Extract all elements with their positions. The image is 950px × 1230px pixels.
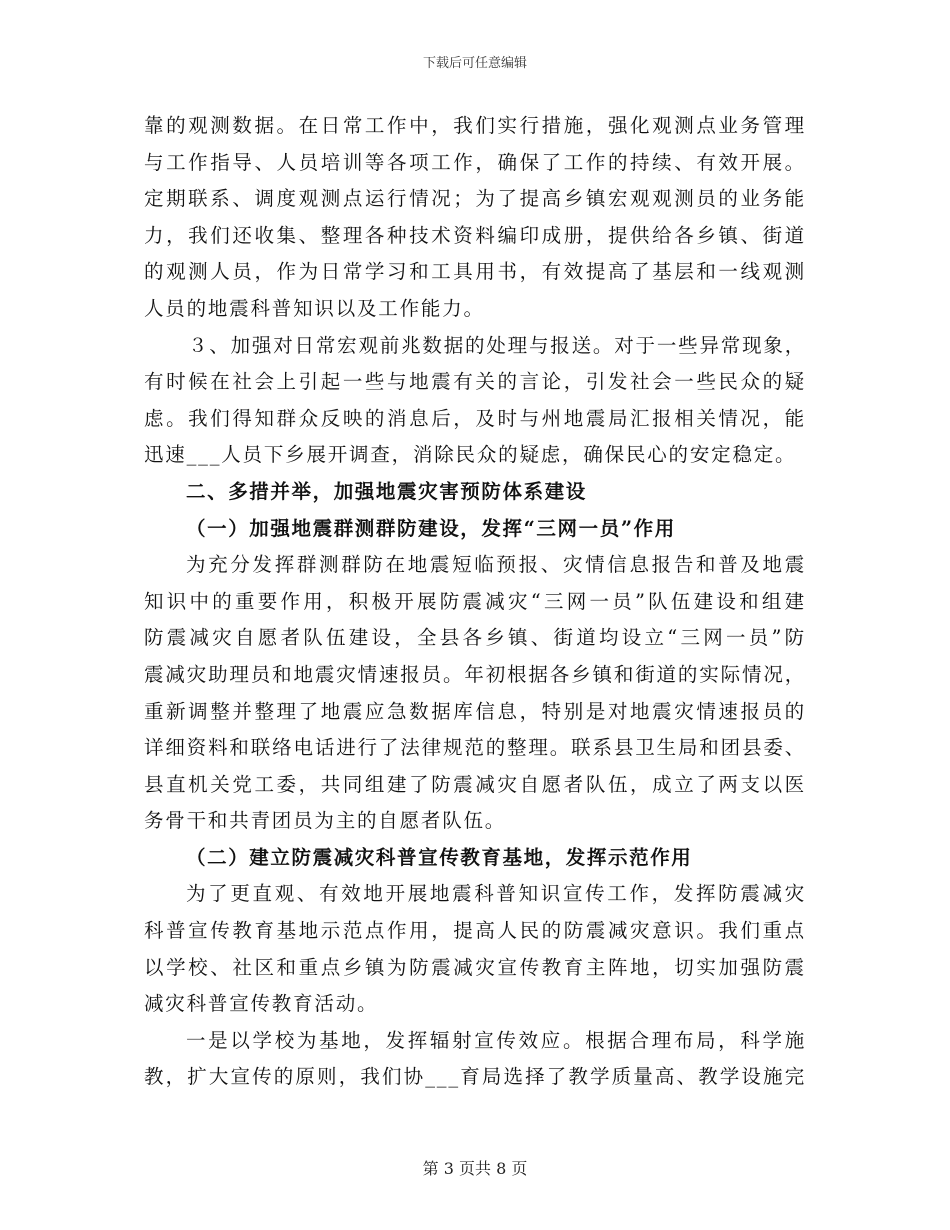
paragraph-line: 科普宣传教育基地示范点作用，提高人民的防震减灾意识。我们重点 (144, 919, 806, 943)
paragraph-line: 务骨干和共青团员为主的自愿者队伍。 (144, 809, 507, 833)
paragraph-line: 教，扩大宣传的原则，我们协___育局选择了教学质量高、教学设施完 (144, 1065, 806, 1089)
subsection-heading: （一）加强地震群测群防建设，发挥“三网一员”作用 (186, 516, 676, 540)
paragraph-line: 以学校、社区和重点乡镇为防震减灾宣传教育主阵地，切实加强防震 (144, 955, 806, 979)
paragraph-line: 为了更直观、有效地开展地震科普知识宣传工作，发挥防震减灾 (186, 882, 806, 906)
paragraph-line: 的观测人员，作为日常学习和工具用书，有效提高了基层和一线观测 (144, 260, 806, 284)
paragraph-line: 人员的地震科普知识以及工作能力。 (144, 296, 485, 320)
page-footer: 第 3 页共 8 页 (422, 1159, 528, 1178)
document-body (144, 108, 806, 1096)
paragraph-line: 详细资料和联络电话进行了法律规范的整理。联系县卫生局和团县委、 (144, 736, 806, 760)
paragraph-line: 与工作指导、人员培训等各项工作，确保了工作的持续、有效开展。 (144, 150, 806, 174)
section-heading: 二、多措并举，加强地震灾害预防体系建设 (186, 479, 587, 503)
paragraph-line: 一是以学校为基地，发挥辐射宣传效应。根据合理布局，科学施 (186, 1028, 806, 1052)
paragraph-line: 靠的观测数据。在日常工作中，我们实行措施，强化观测点业务管理 (144, 114, 806, 137)
paragraph-line: 定期联系、调度观测点运行情况；为了提高乡镇宏观观测员的业务能 (144, 187, 806, 211)
paragraph-line: 知识中的重要作用，积极开展防震减灾“三网一员”队伍建设和组建 (144, 589, 806, 613)
page-header: 下载后可任意编辑 (422, 56, 527, 71)
paragraph-line: 重新调整并整理了地震应急数据库信息，特别是对地震灾情速报员的 (144, 699, 806, 723)
paragraph-line: 虑。我们得知群众反映的消息后，及时与州地震局汇报相关情况，能 (144, 406, 806, 430)
paragraph-line: 力，我们还收集、整理各种技术资料编印成册，提供给各乡镇、街道 (144, 223, 806, 247)
paragraph-line: 防震减灾自愿者队伍建设，全县各乡镇、街道均设立“三网一员”防 (144, 626, 806, 650)
paragraph-line: 为充分发挥群测群防在地震短临预报、灾情信息报告和普及地震 (186, 553, 806, 577)
paragraph-line: 震减灾助理员和地震灾情速报员。年初根据各乡镇和街道的实际情况， (144, 662, 806, 686)
paragraph-line: 有时候在社会上引起一些与地震有关的言论，引发社会一些民众的疑 (144, 370, 806, 394)
paragraph-line: ３、加强对日常宏观前兆数据的处理与报送。对于一些异常现象， (188, 333, 806, 357)
subsection-heading: （二）建立防震减灾科普宣传教育基地，发挥示范作用 (186, 845, 693, 869)
paragraph-line: 减灾科普宣传教育活动。 (144, 992, 379, 1016)
paragraph-line: 县直机关党工委，共同组建了防震减灾自愿者队伍，成立了两支以医 (144, 772, 806, 796)
paragraph-line: 迅速___人员下乡展开调查，消除民众的疑虑，确保民心的安定稳定。 (144, 443, 797, 467)
